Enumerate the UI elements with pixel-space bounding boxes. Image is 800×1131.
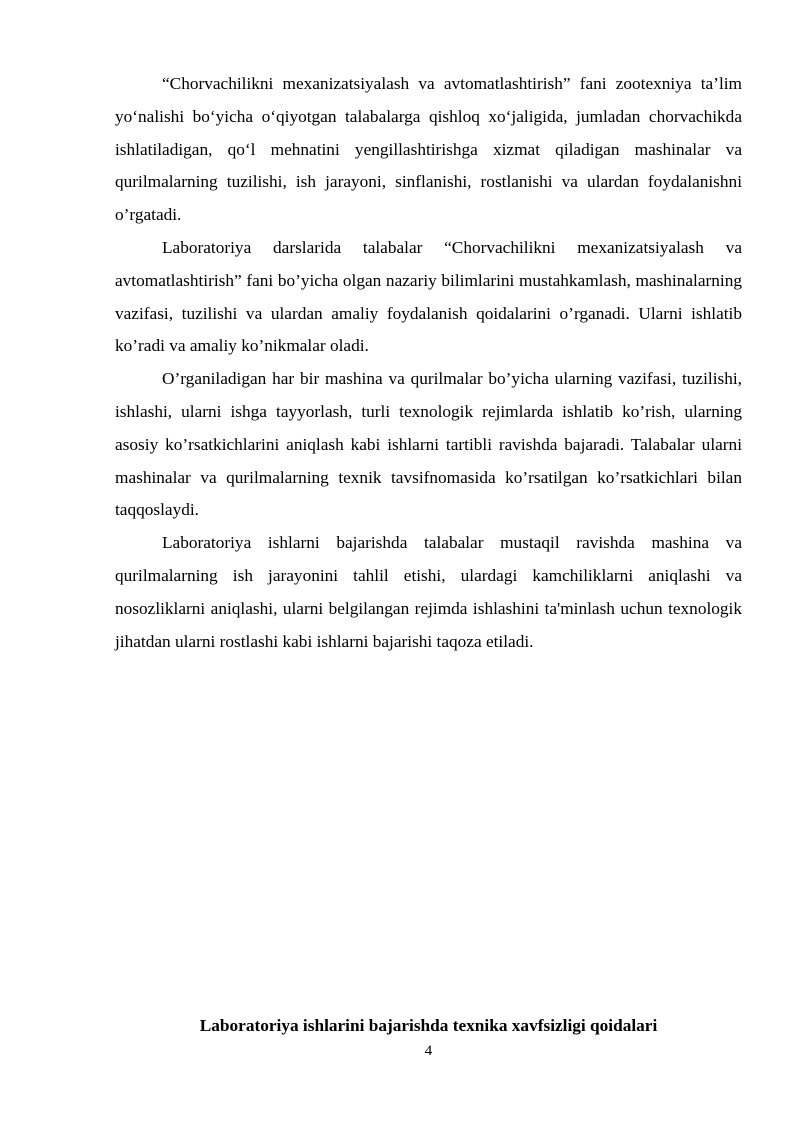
section-heading: Laboratoriya ishlarini bajarishda texnika xavfsizligi qoidalari [199,1016,658,1035]
paragraph-laboratory-classes: Laboratoriya darslarida talabalar “Chorvachilikni mexanizatsiyalash va avtomatlashtirish” fani bo’yicha olgan nazariy bilimlarini mustahkamlash, mashinalarning vazifasi, tuzilishi va ulardan amaliy foydalanish qoidalarini o’rganadi. Ularni ishlatib ko’radi va amaliy ko’nikmalar oladi. [115,237,742,356]
paragraph-independent-work: Laboratoriya ishlarni bajarishda talabalar mustaqil ravishda mashina va qurilmalarning ish jarayonini tahlil etishi, ulardagi kamchiliklarni aniqlashi va nosozliklarni aniqlashi, ularni belgilangan rejimda ishlashini ta'minlash uchun texnologik jihatdan ularni rostlashi kabi ishlarni bajarishi taqoza etiladi. [115,533,742,651]
body-text [115,68,742,658]
paragraph-course-description: “Chorvachilikni mexanizatsiyalash va avtomatlashtirish” fani zootexniya ta’lim yo‘nalishi bo‘yicha o‘qiyotgan talabalarga qishloq xo‘jaligida, jumladan chorvachikda ishlatiladigan, qo‘l mehnatini yengillashtirishga xizmat qiladigan mashinalar va qurilmalarning tuzilishi, ish jarayoni, sinflanishi, rostlanishi va ulardan foydalanishni o’rgatadi. [115,74,742,225]
page-number: 4 [424,1043,433,1059]
paragraph-machine-study: O’rganiladigan har bir mashina va qurilmalar bo’yicha ularning vazifasi, tuzilishi, ishlashi, ularni ishga tayyorlash, turli texnologik rejimlarda ishlatib ko’rish, ularning asosiy ko’rsatkichlarini aniqlash kabi ishlarni tartibli ravishda bajaradi. Talabalar ularni mashinalar va qurilmalarning texnik tavsifnomasida ko’rsatilgan ko’rsatkichlari bilan taqqoslaydi. [115,369,742,520]
